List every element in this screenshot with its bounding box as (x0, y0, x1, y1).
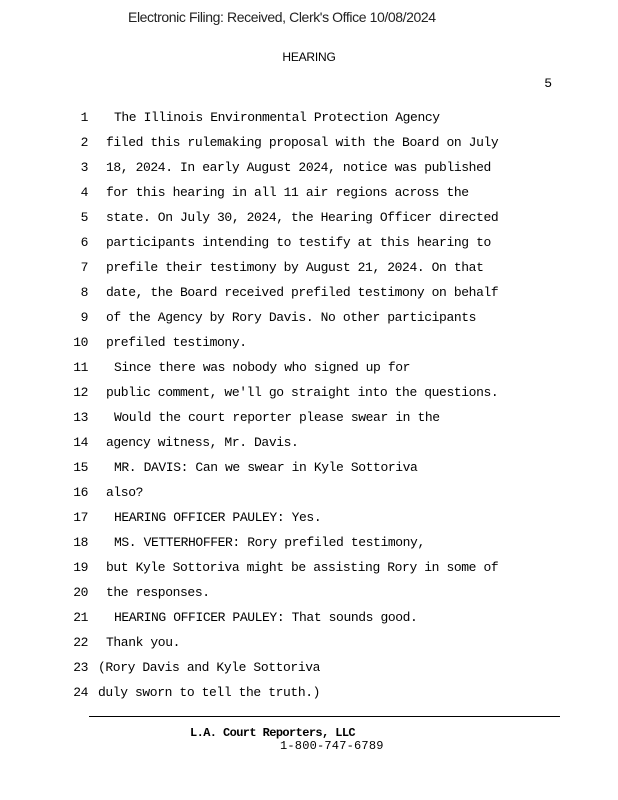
line-text: for this hearing in all 11 air regions across the (106, 185, 469, 200)
line-text: of the Agency by Rory Davis. No other participants (106, 310, 477, 325)
line-text: duly sworn to tell the truth.) (98, 685, 321, 700)
line-text: Would the court reporter please swear in the (114, 410, 440, 425)
page-number: 5 (544, 76, 552, 91)
line-text: HEARING OFFICER PAULEY: That sounds good. (114, 610, 418, 625)
line-text: state. On July 30, 2024, the Hearing Officer directed (106, 210, 499, 225)
line-number: 2 (80, 135, 88, 150)
transcript-line (0, 210, 618, 235)
page-title: HEARING (282, 50, 336, 64)
line-number: 3 (80, 160, 88, 175)
transcript-line (0, 310, 618, 335)
line-number: 20 (73, 585, 88, 600)
line-number: 4 (80, 185, 88, 200)
filing-stamp: Electronic Filing: Received, Clerk's Office 10/08/2024 (128, 9, 436, 25)
transcript-line (0, 260, 618, 285)
line-number: 23 (73, 660, 88, 675)
transcript-line (0, 660, 618, 685)
transcript-line (0, 685, 618, 710)
transcript-line (0, 160, 618, 185)
line-text: MR. DAVIS: Can we swear in Kyle Sottoriva (114, 460, 418, 475)
line-text: The Illinois Environmental Protection Agency (114, 110, 440, 125)
line-text: filed this rulemaking proposal with the Board on July (106, 135, 499, 150)
line-number: 21 (73, 610, 88, 625)
line-number: 1 (80, 110, 88, 125)
line-number: 19 (73, 560, 88, 575)
line-number: 18 (73, 535, 88, 550)
line-number: 22 (73, 635, 88, 650)
line-number: 9 (80, 310, 88, 325)
transcript-line (0, 335, 618, 360)
line-text: also? (106, 485, 144, 500)
line-text: public comment, we'll go straight into the questions. (106, 385, 499, 400)
line-text: prefiled testimony. (106, 335, 247, 350)
transcript-line (0, 585, 618, 610)
line-number: 6 (80, 235, 88, 250)
transcript-line (0, 235, 618, 260)
transcript-line (0, 185, 618, 210)
line-number: 13 (73, 410, 88, 425)
line-text: 18, 2024. In early August 2024, notice was published (106, 160, 491, 175)
line-text: prefile their testimony by August 21, 2024. On that (106, 260, 484, 275)
line-text: the responses. (106, 585, 210, 600)
transcript-line (0, 635, 618, 660)
line-number: 12 (73, 385, 88, 400)
transcript-line (0, 110, 618, 135)
transcript-line (0, 560, 618, 585)
transcript-line (0, 610, 618, 635)
line-text: Thank you. (106, 635, 181, 650)
line-number: 10 (73, 335, 88, 350)
line-number: 14 (73, 435, 88, 450)
transcript-line (0, 535, 618, 560)
line-text: date, the Board received prefiled testimony on behalf (106, 285, 499, 300)
court-reporter-name: L.A. Court Reporters, LLC (190, 726, 356, 740)
transcript-line (0, 360, 618, 385)
transcript-line (0, 510, 618, 535)
line-text: agency witness, Mr. Davis. (106, 435, 299, 450)
line-text: Since there was nobody who signed up for (114, 360, 411, 375)
line-number: 15 (73, 460, 88, 475)
line-number: 7 (80, 260, 88, 275)
footer-divider (89, 716, 560, 717)
transcript-line (0, 485, 618, 510)
line-text: (Rory Davis and Kyle Sottoriva (98, 660, 321, 675)
line-number: 24 (73, 685, 88, 700)
line-number: 16 (73, 485, 88, 500)
transcript-line (0, 385, 618, 410)
line-number: 11 (73, 360, 88, 375)
line-text: HEARING OFFICER PAULEY: Yes. (114, 510, 322, 525)
line-number: 5 (80, 210, 88, 225)
line-number: 8 (80, 285, 88, 300)
transcript-line (0, 435, 618, 460)
line-text: but Kyle Sottoriva might be assisting Rory in some of (106, 560, 499, 575)
transcript-line (0, 410, 618, 435)
transcript-line (0, 135, 618, 160)
transcript-line (0, 285, 618, 310)
line-text: MS. VETTERHOFFER: Rory prefiled testimony, (114, 535, 425, 550)
line-text: participants intending to testify at this hearing to (106, 235, 491, 250)
transcript-line (0, 460, 618, 485)
court-reporter-phone: 1-800-747-6789 (280, 739, 384, 753)
line-number: 17 (73, 510, 88, 525)
